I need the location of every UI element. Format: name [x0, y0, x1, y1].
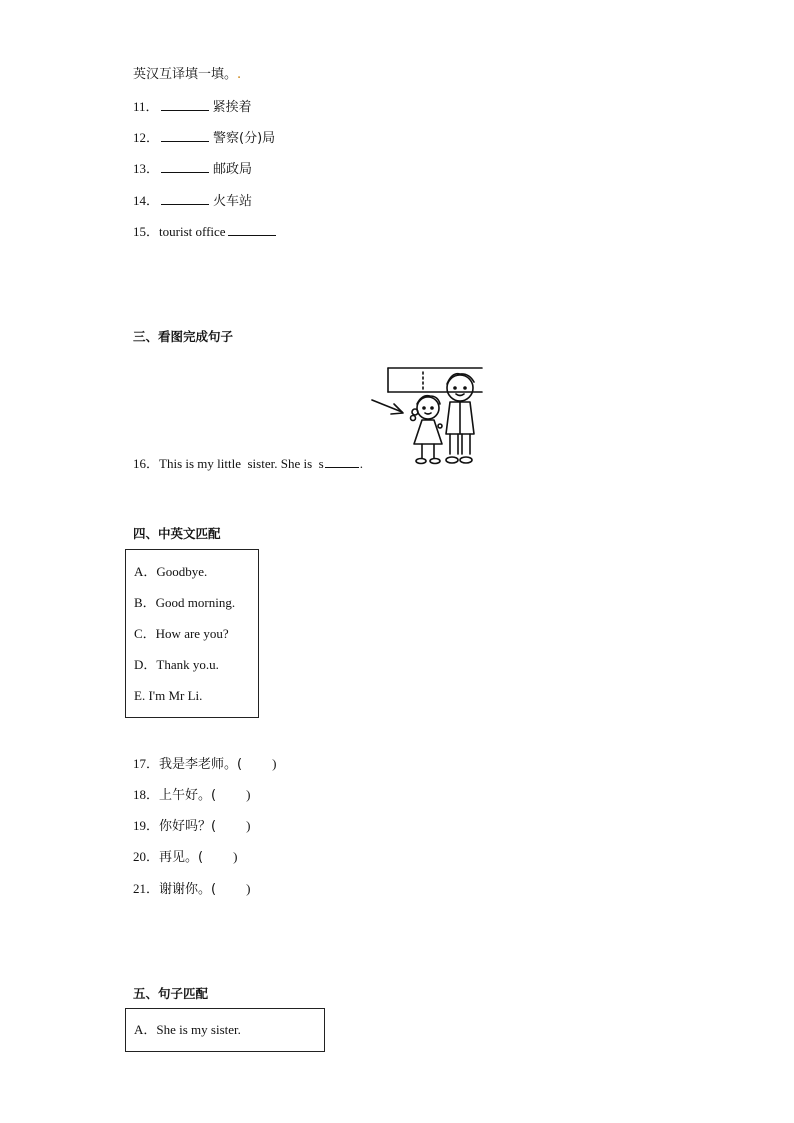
option-a: A．Goodbye.	[134, 564, 208, 579]
option-b: B．Good morning.	[134, 595, 236, 610]
option-d: D．Thank yo.u.	[134, 657, 219, 672]
option-c: C．How are you?	[134, 626, 229, 641]
question-12: 12． 警察(分)局	[133, 130, 276, 146]
answer-blank[interactable]	[325, 455, 359, 468]
question-17: 17．我是李老师。( )	[133, 756, 277, 772]
section-heading-4: 四、中英文匹配	[133, 526, 221, 541]
sentence-option-a: A．She is my sister.	[134, 1022, 241, 1037]
question-11: 11． 紧挨着	[133, 99, 252, 115]
question-13: 13． 邮政局	[133, 161, 253, 177]
option-e: E. I'm Mr Li.	[134, 688, 203, 703]
options-box	[125, 549, 259, 718]
answer-blank[interactable]	[161, 160, 209, 173]
answer-blank[interactable]	[228, 223, 276, 236]
question-14: 14． 火车站	[133, 193, 253, 209]
instruction: 英汉互译填一填。.	[133, 67, 242, 82]
question-18: 18．上午好。( )	[133, 787, 251, 803]
answer-blank[interactable]	[161, 98, 209, 111]
answer-blank[interactable]	[161, 192, 209, 205]
question-21: 21．谢谢你。( )	[133, 881, 251, 897]
question-15: 15．tourist office	[133, 223, 280, 241]
sentence-options-box	[125, 1008, 325, 1052]
question-16: 16．This is my little sister. She is s .	[133, 456, 363, 471]
question-19: 19．你好吗？( )	[133, 818, 251, 834]
answer-blank[interactable]	[161, 129, 209, 142]
section-heading-3: 三、看图完成句子	[133, 329, 234, 344]
section-heading-5: 五、句子匹配	[133, 986, 209, 1001]
question-20: 20．再见。( )	[133, 849, 238, 865]
children-illustration	[370, 362, 486, 470]
